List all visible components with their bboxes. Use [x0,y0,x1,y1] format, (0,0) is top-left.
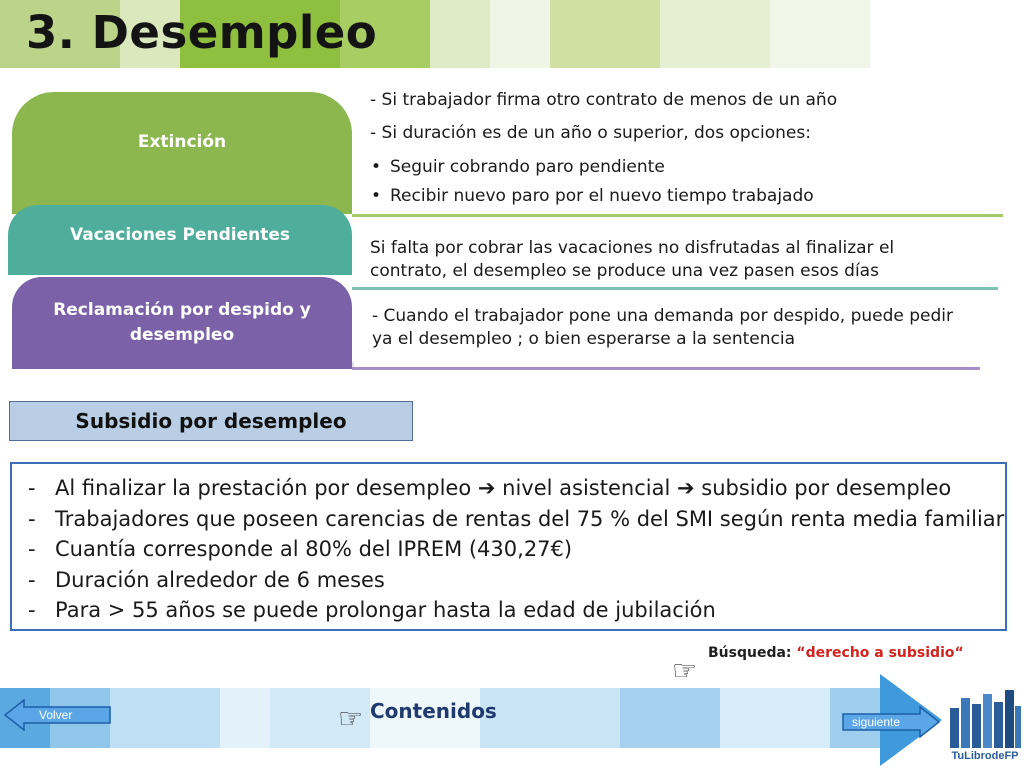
extincion-separator [352,214,1003,217]
right-arrow-icon: ➔ [676,476,695,500]
reclamacion-label: Reclamación por despido y desempleo [53,300,311,345]
search-hint[interactable] [708,645,964,661]
next-label: siguiente [852,715,901,729]
subsidio-item: - Para > 55 años se puede prolongar hasta la edad de jubilación [26,595,1005,626]
extincion-bullet: • Seguir cobrando paro pendiente [370,156,1010,179]
subsidio-text: subsidio por desempleo [694,476,952,500]
vacaciones-separator [352,287,998,290]
back-button[interactable] [4,699,112,731]
pointing-hand-icon[interactable]: ☞ [672,654,698,687]
vacaciones-block [8,205,352,275]
reclamacion-separator [352,367,980,370]
extincion-block [12,92,352,214]
extincion-description [370,89,1010,208]
extincion-line: - Si duración es de un año o superior, dos opciones: [370,123,811,143]
search-label: Búsqueda: [708,645,792,661]
header-banner [0,0,1024,68]
next-button[interactable] [842,706,940,738]
search-term: “derecho a subsidio“ [796,645,964,661]
pointing-hand-icon[interactable]: ☞ [338,702,364,735]
subsidio-text: Al finalizar la prestación por desempleo [55,476,478,500]
extincion-bullet: • Recibir nuevo paro por el nuevo tiempo trabajado [370,185,1010,208]
back-label: Volver [39,708,73,722]
reclamacion-block [12,277,352,369]
subsidio-list [26,473,1005,626]
reclamacion-description: - Cuando el trabajador pone una demanda por despido, puede pedir ya el desempleo ; o bien esperarse a la sentencia [372,306,954,349]
contents-link[interactable]: Contenidos [370,699,497,723]
subsidio-item: - Trabajadores que poseen carencias de rentas del 75 % del SMI según renta media familiar [26,504,1005,535]
extincion-label: Extinción [137,131,227,152]
page-title: 3. Desempleo [26,6,378,59]
tulibrodefp-logo [948,690,1022,766]
subsidio-item: - Duración alrededor de 6 meses [26,565,1005,596]
subsidio-text: nivel asistencial [495,476,677,500]
subsidio-heading: Subsidio por desempleo [9,401,413,441]
logo-text: TuLibrodeFP [951,750,1019,762]
subsidio-item [26,473,1005,504]
vacaciones-description: Si falta por cobrar las vacaciones no disfrutadas al finalizar el contrato, el desempleo se produce una vez pasen esos días [370,238,895,281]
extincion-line: - Si trabajador firma otro contrato de menos de un año [370,90,838,110]
right-arrow-icon: ➔ [477,476,496,500]
books-icon [948,690,1022,750]
vacaciones-label: Vacaciones Pendientes [70,224,290,245]
subsidio-box [10,462,1007,631]
subsidio-item: - Cuantía corresponde al 80% del IPREM (430,27€) [26,534,1005,565]
